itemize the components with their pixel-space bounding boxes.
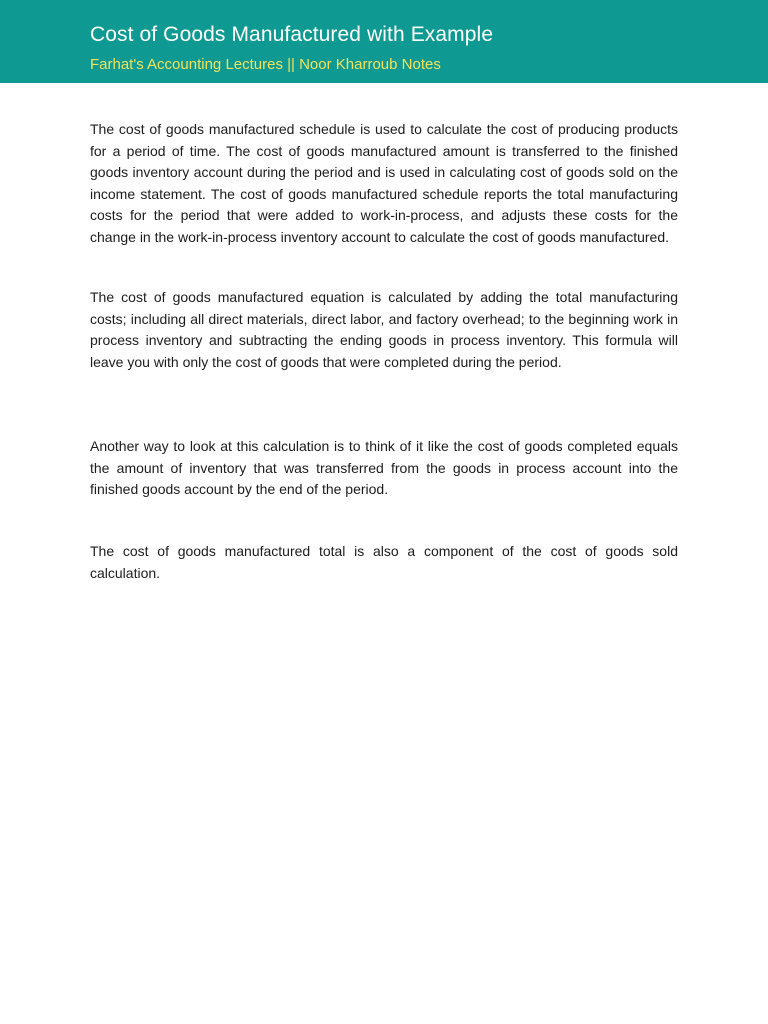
paragraph-equation: The cost of goods manufactured equation is calculated by adding the total manufacturing costs; including all direct materials, direct labor, and factory overhead; to the beginning work in process inventory and subtracting the ending goods in process inventory. This formula will leave you with only the cost of goods that were completed during the period. [90, 289, 678, 370]
paragraph-schedule-overview: The cost of goods manufactured schedule is used to calculate the cost of producing products for a period of time. The cost of goods manufactured amount is transferred to the finished goods inventory account during the period and is used in calculating cost of goods sold on the income statement. The cost of goods manufactured schedule reports the total manufacturing costs for the period that were added to work-in-process, and adjusts these costs for the change in the work-in-process inventory account to calculate the cost of goods manufactured. [90, 121, 678, 245]
header-banner [0, 0, 768, 83]
paragraph-alternative-view: Another way to look at this calculation is to think of it like the cost of goods completed equals the amount of inventory that was transferred from the goods in process account into the finished goods account by the end of the period. [90, 438, 678, 497]
page-subtitle: Farhat's Accounting Lectures || Noor Kharroub Notes [90, 56, 441, 73]
page-title: Cost of Goods Manufactured with Example [90, 23, 494, 46]
paragraph-cogs-component: The cost of goods manufactured total is also a component of the cost of goods sold calculation. [90, 543, 678, 581]
